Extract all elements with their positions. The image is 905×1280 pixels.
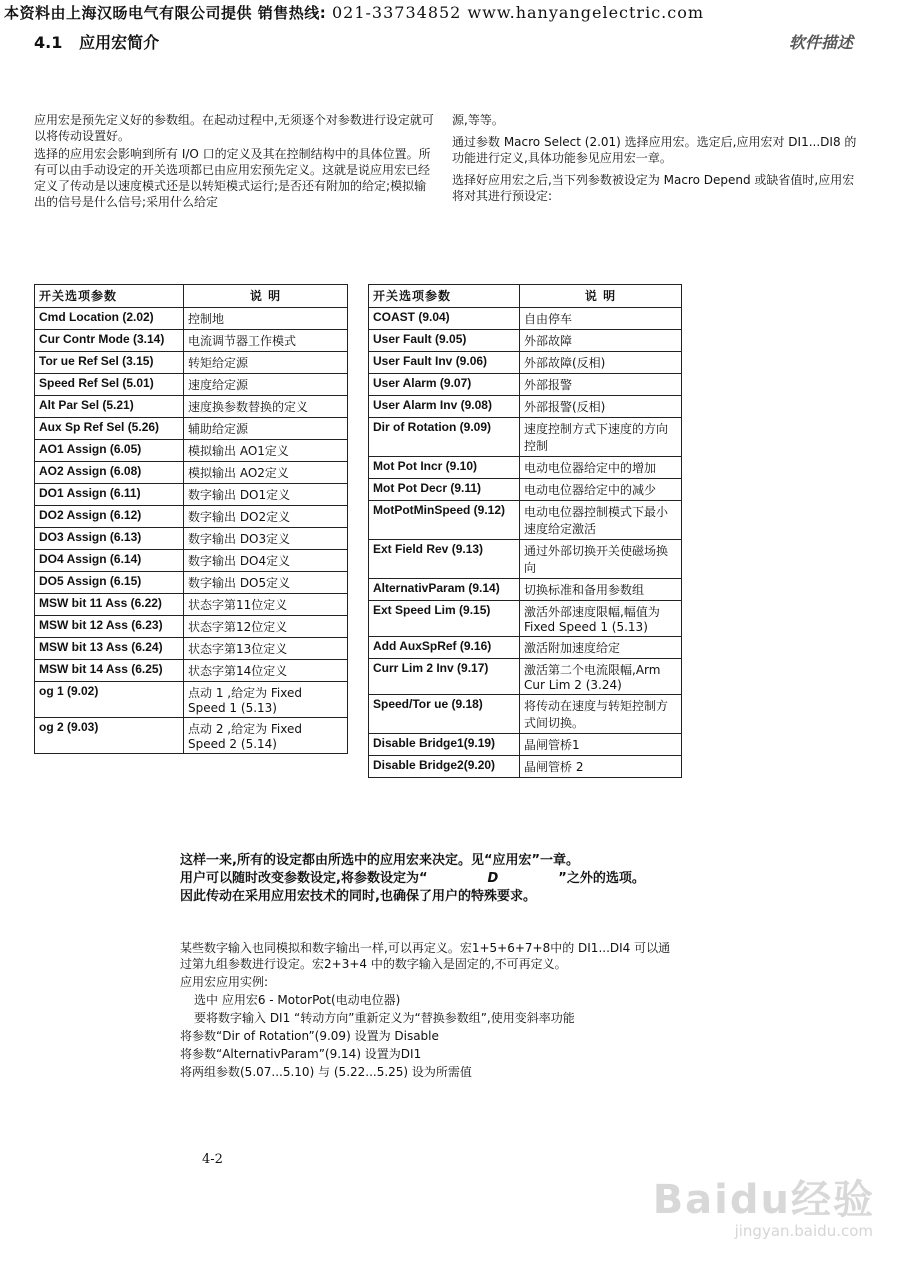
lower-p7: 将两组参数(5.07...5.10) 与 (5.22...5.25) 设为所需值 xyxy=(180,1065,472,1079)
table-left-param-name: AO1 Assign (6.05) xyxy=(35,440,184,462)
table-right-row xyxy=(369,637,682,659)
table-right-param-name: User Alarm Inv (9.08) xyxy=(369,396,520,418)
param-table-right xyxy=(368,284,682,778)
table-left-param-name: og 1 (9.02) xyxy=(35,682,184,718)
table-left-param-desc: 状态字第14位定义 xyxy=(184,660,348,682)
table-right-param-desc: 电动电位器控制模式下最小速度给定激活 xyxy=(520,501,682,540)
table-right-row xyxy=(369,330,682,352)
table-right-param-name: Mot Pot Decr (9.11) xyxy=(369,479,520,501)
bold-note-2a: 用户可以随时改变参数设定,将参数设定为“ xyxy=(180,871,428,886)
param-table-left xyxy=(34,284,348,754)
baidu-watermark: Baidu经验 xyxy=(652,1177,875,1223)
table-right-param-name: MotPotMinSpeed (9.12) xyxy=(369,501,520,540)
table-left-param-name: Tor ue Ref Sel (3.15) xyxy=(35,352,184,374)
table-left-row xyxy=(35,484,348,506)
table-left-param-name: Aux Sp Ref Sel (5.26) xyxy=(35,418,184,440)
table-left-header-param: 开关选项参数 xyxy=(35,285,184,308)
table-right-row xyxy=(369,457,682,479)
table-left-header-desc: 说 明 xyxy=(184,285,348,308)
banner-phone-web: 021-33734852 www.hanyangelectric.com xyxy=(331,3,705,22)
section-title-text: 应用宏简介 xyxy=(79,33,160,52)
table-left-row xyxy=(35,616,348,638)
table-left-param-desc: 状态字第11位定义 xyxy=(184,594,348,616)
table-left-row xyxy=(35,682,348,718)
table-right-param-name: Ext Field Rev (9.13) xyxy=(369,540,520,579)
table-left-param-name: MSW bit 11 Ass (6.22) xyxy=(35,594,184,616)
table-left-param-desc: 控制地 xyxy=(184,308,348,330)
table-right-param-desc: 外部故障(反相) xyxy=(520,352,682,374)
table-left-param-name: DO1 Assign (6.11) xyxy=(35,484,184,506)
table-right-param-desc: 通过外部切换开关使磁场换向 xyxy=(520,540,682,579)
table-right-param-desc: 电动电位器给定中的减少 xyxy=(520,479,682,501)
table-left-param-desc: 状态字第12位定义 xyxy=(184,616,348,638)
table-left-param-desc: 点动 1 ,给定为 Fixed Speed 1 (5.13) xyxy=(184,682,348,718)
table-left-row xyxy=(35,638,348,660)
table-left-row xyxy=(35,308,348,330)
intro-right-p0: 源,等等。 xyxy=(452,113,504,127)
table-left-row xyxy=(35,528,348,550)
intro-right xyxy=(452,112,862,206)
table-left-row xyxy=(35,374,348,396)
lower-p2: 应用宏应用实例: xyxy=(180,975,269,989)
lower-p6: 将参数“AlternativParam”(9.14) 设置为DI1 xyxy=(180,1047,422,1061)
table-left-row xyxy=(35,506,348,528)
table-left-row xyxy=(35,418,348,440)
table-right-param-name: Ext Speed Lim (9.15) xyxy=(369,601,520,637)
table-left-param-desc: 转矩给定源 xyxy=(184,352,348,374)
lower-text xyxy=(180,940,680,1082)
table-left-param-desc: 数字输出 DO3定义 xyxy=(184,528,348,550)
table-left-param-name: DO5 Assign (6.15) xyxy=(35,572,184,594)
table-left-row xyxy=(35,660,348,682)
table-right-param-name: COAST (9.04) xyxy=(369,308,520,330)
section-number: 4.1 xyxy=(34,33,63,52)
table-right-param-desc: 外部报警(反相) xyxy=(520,396,682,418)
table-right-param-name: Mot Pot Incr (9.10) xyxy=(369,457,520,479)
right-header-title: 软件描述 xyxy=(788,33,853,52)
table-left-row xyxy=(35,550,348,572)
table-right-row xyxy=(369,734,682,756)
table-right-param-name: Add AuxSpRef (9.16) xyxy=(369,637,520,659)
bold-note-3: 因此传动在采用应用宏技术的同时,也确保了用户的特殊要求。 xyxy=(180,889,536,904)
table-right-param-desc: 激活第二个电流限幅,Arm Cur Lim 2 (3.24) xyxy=(520,659,682,695)
header-banner xyxy=(4,2,704,23)
table-left-param-name: DO2 Assign (6.12) xyxy=(35,506,184,528)
table-left-param-desc: 模拟输出 AO2定义 xyxy=(184,462,348,484)
table-right-row xyxy=(369,479,682,501)
table-right-param-desc: 晶闸管桥 2 xyxy=(520,756,682,778)
table-right-row xyxy=(369,374,682,396)
bold-note-1: 这样一来,所有的设定都由所选中的应用宏来决定。见“应用宏”一章。 xyxy=(180,853,580,868)
table-left-param-desc: 数字输出 DO4定义 xyxy=(184,550,348,572)
table-right-param-name: User Fault (9.05) xyxy=(369,330,520,352)
table-right-param-desc: 激活外部速度限幅,幅值为 Fixed Speed 1 (5.13) xyxy=(520,601,682,637)
lower-p1: 某些数字输入也同模拟和数字输出一样,可以再定义。宏1+5+6+7+8中的 DI1...DI4 可以通过第九组参数进行设定。宏2+3+4 中的数字输入是固定的,不可再定义。 xyxy=(180,941,671,971)
table-right-row xyxy=(369,540,682,579)
table-left-param-name: DO3 Assign (6.13) xyxy=(35,528,184,550)
table-left-param-desc: 速度换参数替换的定义 xyxy=(184,396,348,418)
table-left-row xyxy=(35,718,348,754)
table-right-param-desc: 激活附加速度给定 xyxy=(520,637,682,659)
table-left-param-name: Cmd Location (2.02) xyxy=(35,308,184,330)
table-right-row xyxy=(369,396,682,418)
table-left-param-desc: 辅助给定源 xyxy=(184,418,348,440)
table-right-param-name: Dir of Rotation (9.09) xyxy=(369,418,520,457)
table-right-row xyxy=(369,501,682,540)
table-right-row xyxy=(369,308,682,330)
table-right-header-param: 开关选项参数 xyxy=(369,285,520,308)
table-left-param-name: MSW bit 13 Ass (6.24) xyxy=(35,638,184,660)
table-left-param-name: Alt Par Sel (5.21) xyxy=(35,396,184,418)
table-left-param-desc: 模拟输出 AO1定义 xyxy=(184,440,348,462)
lower-p5: 将参数“Dir of Rotation”(9.09) 设置为 Disable xyxy=(180,1029,439,1043)
page-number: 4-2 xyxy=(202,1152,223,1167)
table-left-param-name: og 2 (9.03) xyxy=(35,718,184,754)
table-left-row xyxy=(35,330,348,352)
table-right-row xyxy=(369,352,682,374)
table-left-row xyxy=(35,396,348,418)
table-right-param-desc: 自由停车 xyxy=(520,308,682,330)
banner-company: 本资料由上海汉旸电气有限公司提供 销售热线: xyxy=(4,4,327,22)
table-left-param-desc: 数字输出 DO2定义 xyxy=(184,506,348,528)
table-left-row xyxy=(35,572,348,594)
table-right-param-name: Disable Bridge2(9.20) xyxy=(369,756,520,778)
table-left-param-name: Speed Ref Sel (5.01) xyxy=(35,374,184,396)
table-left-param-desc: 速度给定源 xyxy=(184,374,348,396)
table-right-param-desc: 将传动在速度与转矩控制方式间切换。 xyxy=(520,695,682,734)
table-right-row xyxy=(369,695,682,734)
table-left-param-name: DO4 Assign (6.14) xyxy=(35,550,184,572)
table-right-param-desc: 切换标准和备用参数组 xyxy=(520,579,682,601)
intro-right-p2: 选择好应用宏之后,当下列参数被设定为 Macro Depend 或缺省值时,应用宏将对其进行预设定: xyxy=(452,173,855,203)
table-left-param-desc: 状态字第13位定义 xyxy=(184,638,348,660)
table-right-param-name: User Alarm (9.07) xyxy=(369,374,520,396)
table-left-row xyxy=(35,440,348,462)
baidu-watermark-url: jingyan.baidu.com xyxy=(734,1222,873,1240)
table-left-row xyxy=(35,594,348,616)
table-right-param-name: Curr Lim 2 Inv (9.17) xyxy=(369,659,520,695)
table-left-row xyxy=(35,462,348,484)
table-right-row xyxy=(369,579,682,601)
table-right-row xyxy=(369,756,682,778)
intro-left xyxy=(34,112,436,212)
table-right-param-desc: 晶闸管桥1 xyxy=(520,734,682,756)
table-right-param-name: Speed/Tor ue (9.18) xyxy=(369,695,520,734)
table-right-param-desc: 外部故障 xyxy=(520,330,682,352)
table-right-header-desc: 说 明 xyxy=(520,285,682,308)
table-right-param-desc: 电动电位器给定中的增加 xyxy=(520,457,682,479)
intro-left-p1: 应用宏是预先定义好的参数组。在起动过程中,无须逐个对参数进行设定就可以将传动设置好。 xyxy=(34,113,434,143)
table-left-row xyxy=(35,352,348,374)
intro-left-p2: 选择的应用宏会影响到所有 I/O 口的定义及其在控制结构中的具体位置。所有可以由手动设定的开关选项都已由应用宏预先定义。这就是说应用宏已经定义了传动是以速度模式还是以转矩模式运行;是否还有附加的给定;模拟输出的信号是什么信号;采用什么给定 xyxy=(34,147,431,209)
intro-right-p1: 通过参数 Macro Select (2.01) 选择应用宏。选定后,应用宏对 DI1...DI8 的功能进行定义,具体功能参见应用宏一章。 xyxy=(452,135,857,165)
table-left-param-name: AO2 Assign (6.08) xyxy=(35,462,184,484)
table-left-param-name: MSW bit 12 Ass (6.23) xyxy=(35,616,184,638)
table-right-row xyxy=(369,659,682,695)
lower-p3: 选中 应用宏6 - MotorPot(电动电位器) xyxy=(194,993,401,1007)
table-right-param-name: AlternativParam (9.14) xyxy=(369,579,520,601)
table-left-param-desc: 数字输出 DO1定义 xyxy=(184,484,348,506)
bold-notes xyxy=(180,852,700,906)
bold-note-2b: D xyxy=(487,871,499,886)
table-right-row xyxy=(369,418,682,457)
table-left-param-desc: 电流调节器工作模式 xyxy=(184,330,348,352)
table-left-param-name: MSW bit 14 Ass (6.25) xyxy=(35,660,184,682)
table-right-param-desc: 外部报警 xyxy=(520,374,682,396)
section-title xyxy=(34,30,159,53)
bold-note-2c: ”之外的选项。 xyxy=(558,871,645,886)
table-right-param-desc: 速度控制方式下速度的方向控制 xyxy=(520,418,682,457)
table-right-param-name: Disable Bridge1(9.19) xyxy=(369,734,520,756)
table-left-param-desc: 点动 2 ,给定为 Fixed Speed 2 (5.14) xyxy=(184,718,348,754)
table-right-param-name: User Fault Inv (9.06) xyxy=(369,352,520,374)
table-right-row xyxy=(369,601,682,637)
lower-p4: 要将数字输入 DI1 “转动方向”重新定义为“替换参数组”,使用变斜率功能 xyxy=(194,1011,575,1025)
table-left-param-desc: 数字输出 DO5定义 xyxy=(184,572,348,594)
bold-note-2 xyxy=(180,870,700,888)
table-left-param-name: Cur Contr Mode (3.14) xyxy=(35,330,184,352)
